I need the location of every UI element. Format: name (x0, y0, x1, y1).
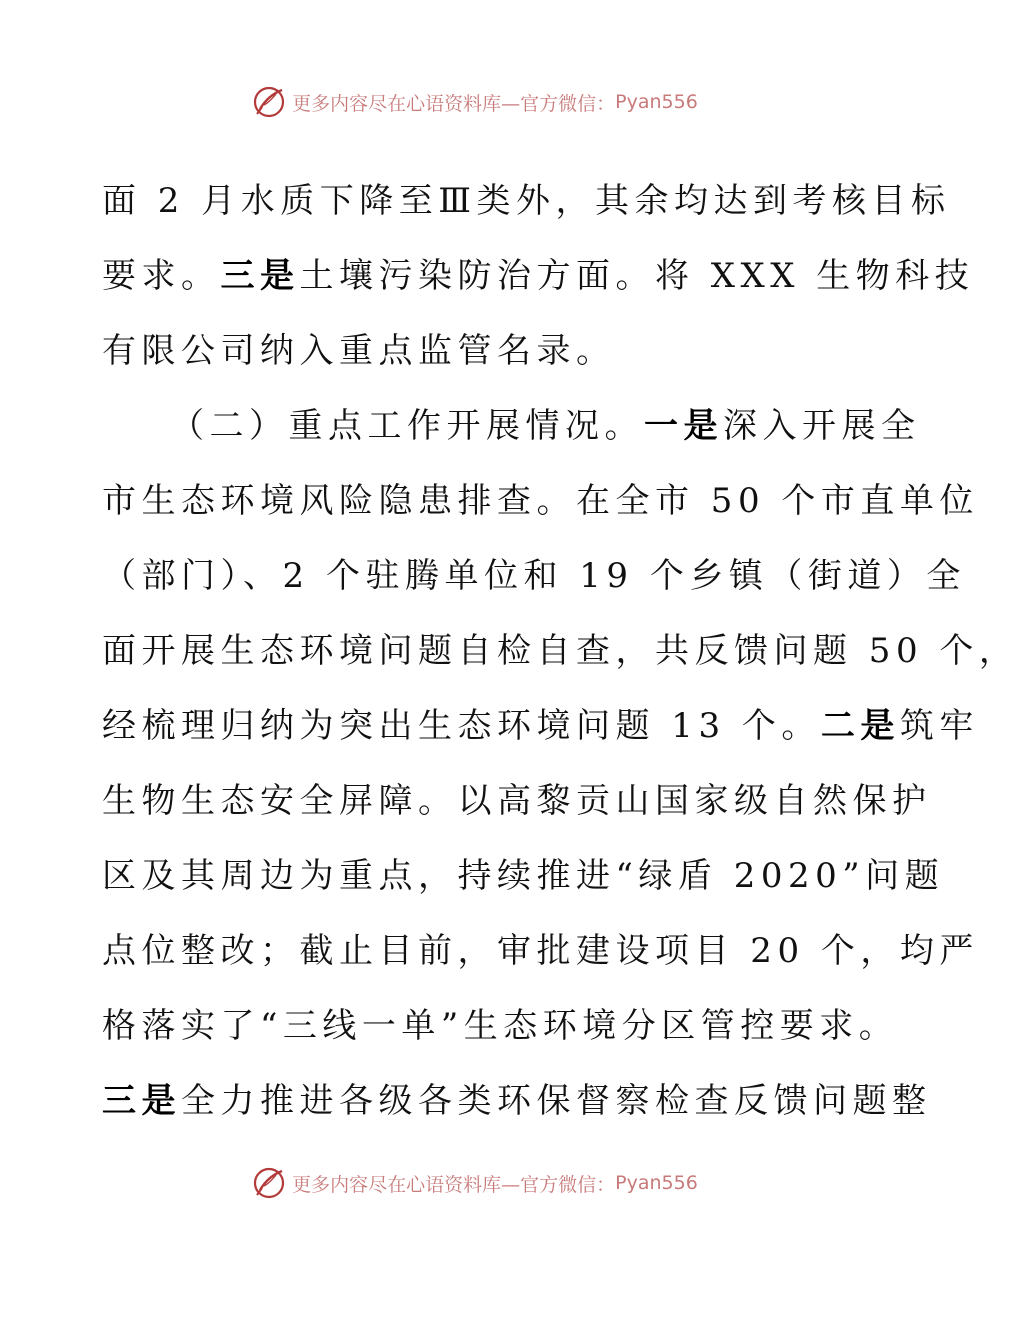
banner-wechat-id: Pyan556 (615, 1172, 698, 1194)
text-span: 全力推进各级各类环保督察检查反馈问题整 (181, 1081, 932, 1121)
text-line: 面开展生态环境问题自检自查，共反馈问题 50 个， (102, 631, 1018, 671)
text-line: 面 2 月水质下降至Ⅲ类外，其余均达到考核目标 (102, 181, 951, 221)
text-span: 深入开展全 (723, 406, 921, 446)
text-line (102, 245, 975, 320)
text-line: （部门）、2 个驻腾单位和 19 个乡镇（街道）全 (102, 556, 966, 596)
text-line: 区及其周边为重点，持续推进“绿盾 2020”问题 (102, 856, 945, 896)
emphasis-text: 一是 (644, 406, 723, 446)
text-span: 土壤污染防治方面。将 XXX 生物科技 (299, 256, 975, 296)
text-line (102, 695, 979, 770)
header-banner (0, 82, 950, 122)
text-line: 格落实了“三线一单”生态环境分区管控要求。 (102, 1006, 899, 1046)
text-line: 市生态环境风险隐患排查。在全市 50 个市直单位 (102, 481, 979, 521)
emphasis-text: 三是 (220, 256, 300, 296)
text-span: 筑牢 (899, 706, 979, 746)
text-line (102, 1070, 932, 1145)
text-span: 要求。 (102, 256, 221, 296)
banner-text: 更多内容尽在心语资料库—官方微信： (292, 92, 616, 115)
banner-text: 更多内容尽在心语资料库—官方微信： (292, 1173, 616, 1196)
text-line: 点位整改；截止目前，审批建设项目 20 个，均严 (102, 931, 979, 971)
banner-wechat-id: Pyan556 (615, 91, 698, 113)
text-line: 有限公司纳入重点监管名录。 (102, 331, 616, 371)
feather-logo-icon (252, 85, 286, 119)
footer-banner (0, 1163, 950, 1203)
text-line: 生物生态安全屏障。以高黎贡山国家级自然保护 (102, 781, 932, 821)
emphasis-text: 三是 (102, 1081, 181, 1121)
document-body (102, 170, 1018, 1145)
emphasis-text: 二是 (820, 706, 900, 746)
section-heading: （二）重点工作开展情况。 (170, 406, 644, 446)
section-heading-line (102, 395, 921, 470)
text-span: 经梳理归纳为突出生态环境问题 13 个。 (102, 706, 821, 746)
feather-logo-icon (252, 1166, 286, 1200)
